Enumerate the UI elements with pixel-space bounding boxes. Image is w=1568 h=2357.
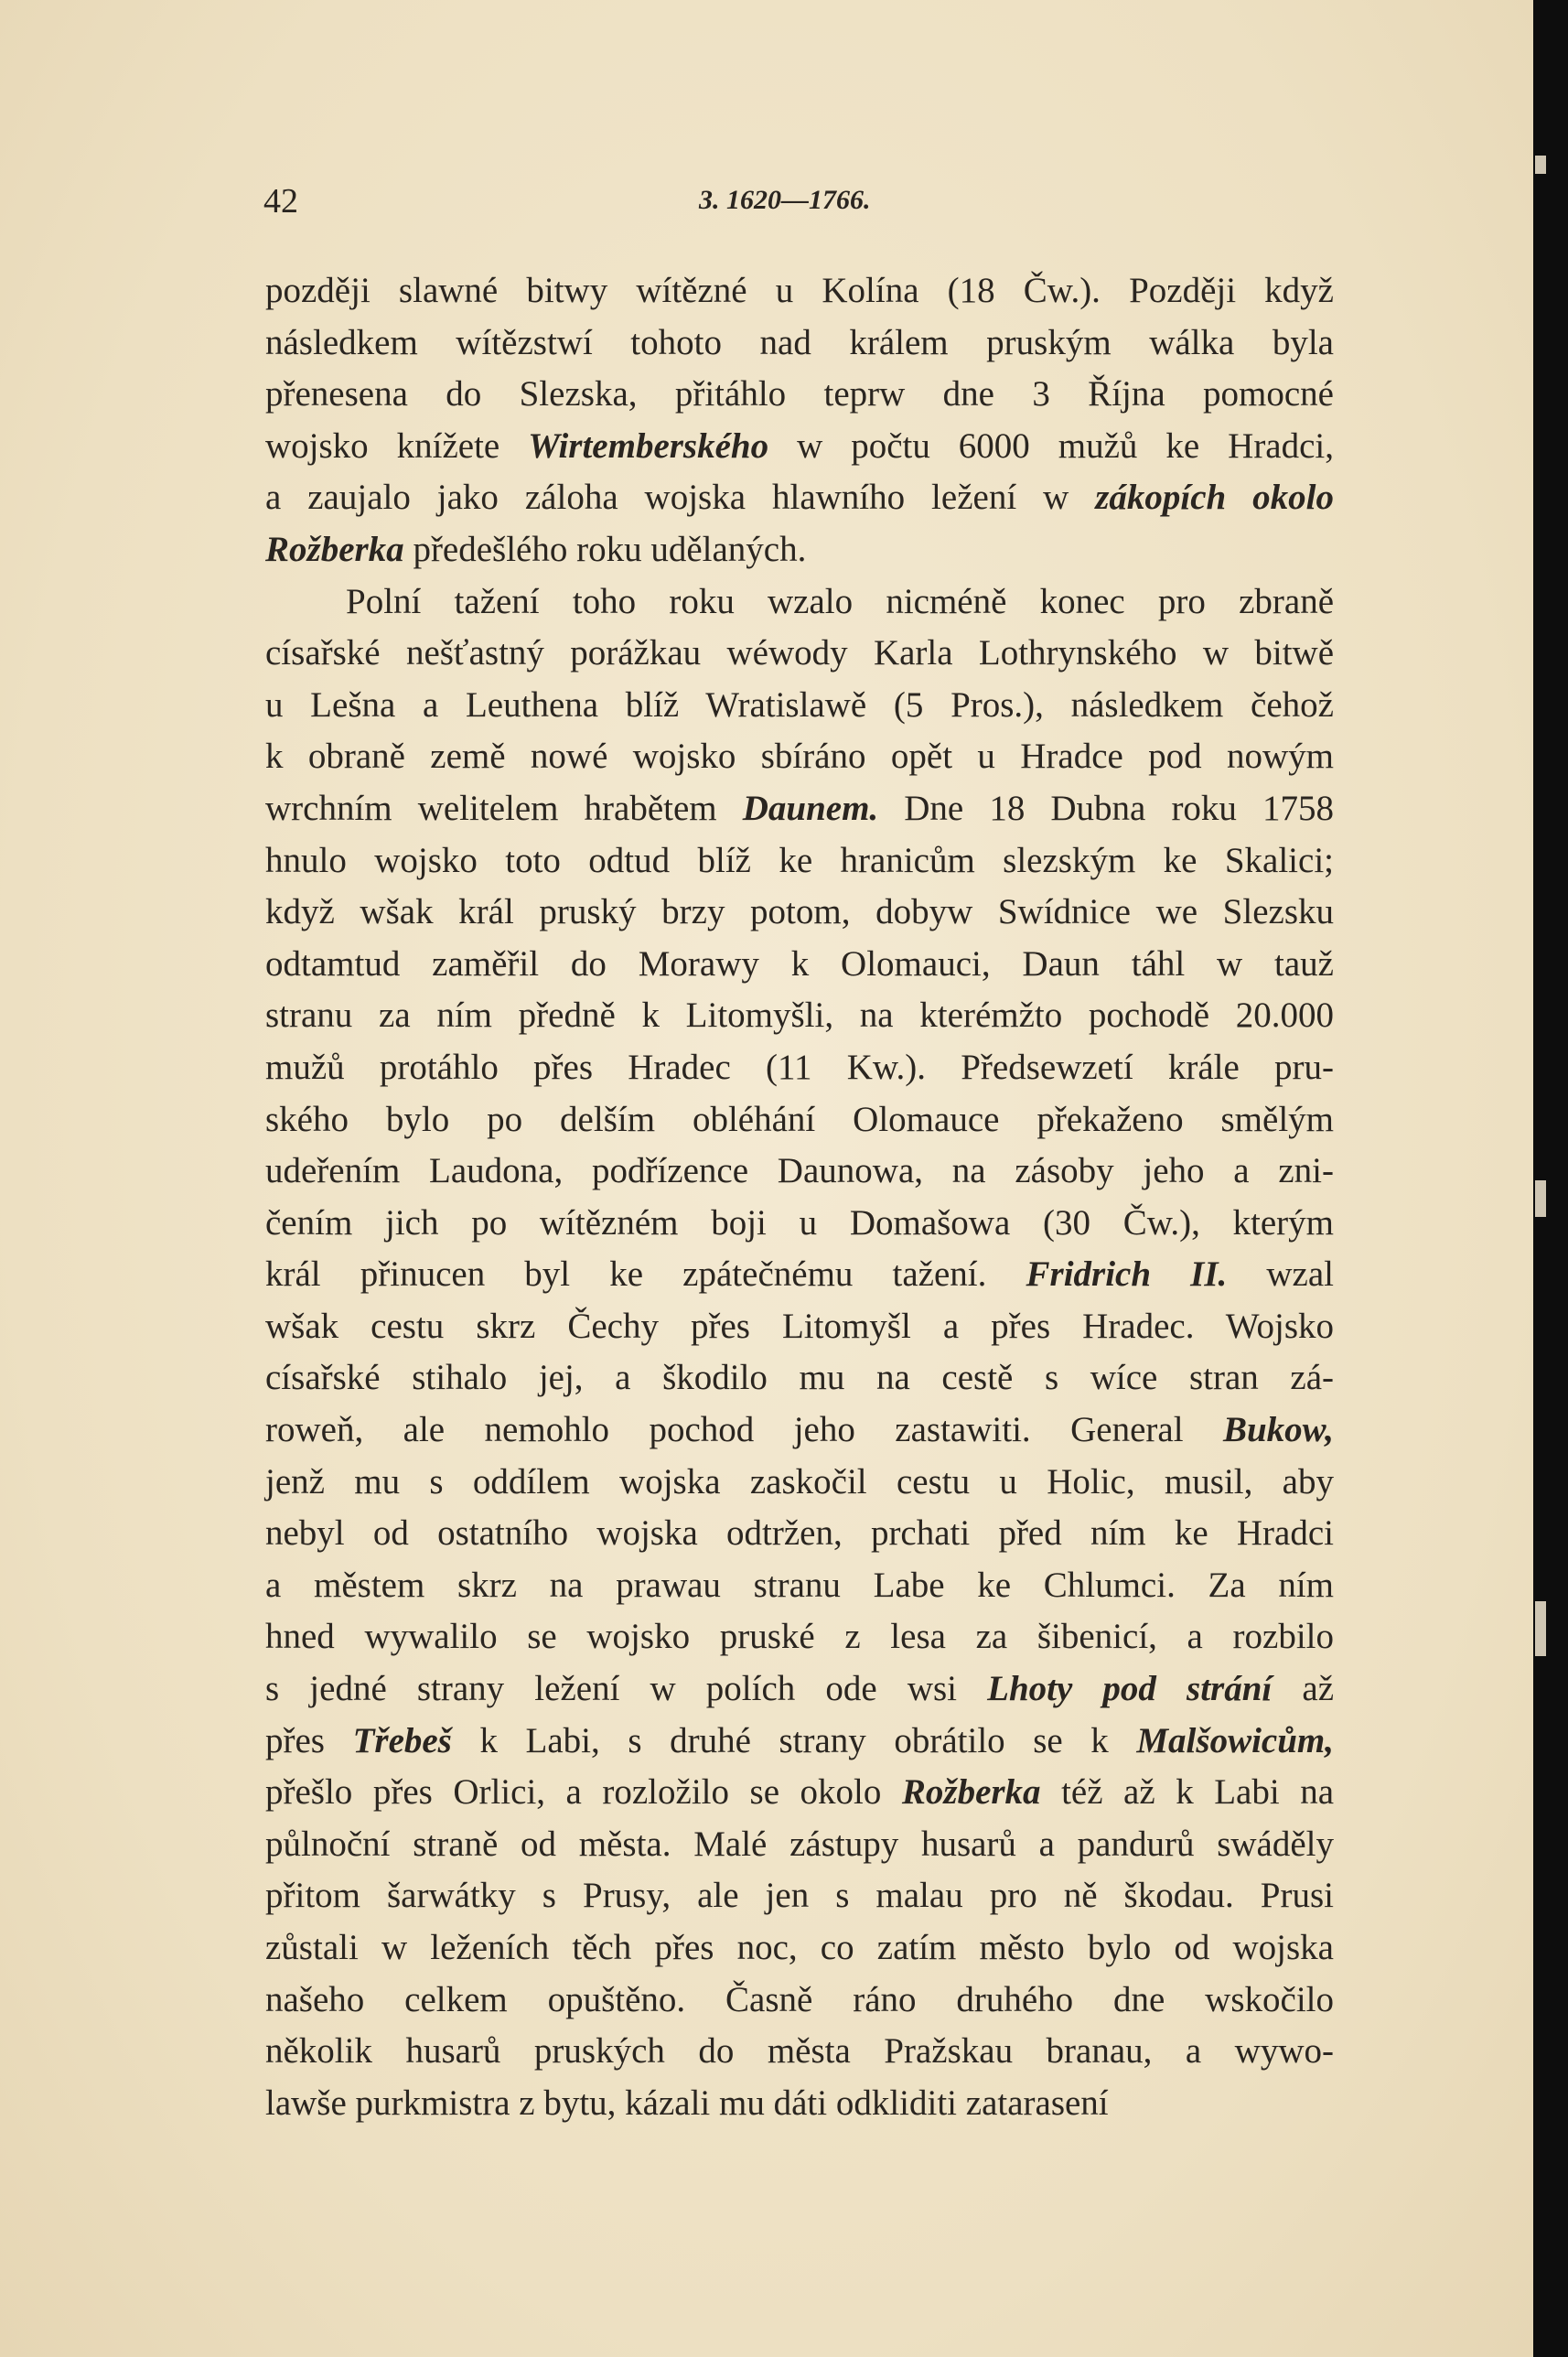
text-run: wzal xyxy=(1227,1254,1335,1295)
text-run: w počtu 6000 mužů ke Hradci, xyxy=(768,425,1335,466)
text-line xyxy=(265,1560,1334,1612)
text-line xyxy=(265,1508,1334,1560)
text-line xyxy=(265,1870,1334,1922)
emphasized-text: Wirtemberského xyxy=(528,425,769,466)
text-line xyxy=(265,1922,1334,1975)
text-line xyxy=(265,1716,1334,1768)
text-line xyxy=(265,1405,1334,1457)
edge-mark xyxy=(1535,156,1546,174)
text-run: k Labi, s druhé strany obrátilo se k xyxy=(451,1720,1137,1760)
text-line xyxy=(265,421,1334,473)
emphasized-text: Bukow, xyxy=(1222,1410,1334,1450)
text-line xyxy=(265,524,1334,576)
text-line xyxy=(265,731,1334,783)
text-line xyxy=(265,1249,1334,1301)
text-line xyxy=(265,1352,1334,1405)
emphasized-text: Fridrich II. xyxy=(1026,1254,1228,1295)
text-line xyxy=(265,835,1334,888)
text-run: následkem wítězstwí tohoto nad králem pruským wálka byla xyxy=(265,322,1334,362)
text-line xyxy=(265,680,1334,732)
emphasized-text: Třebeš xyxy=(352,1720,452,1760)
text-line xyxy=(265,1457,1334,1509)
text-run: též až k Labi na xyxy=(1040,1772,1335,1813)
text-line xyxy=(265,369,1334,421)
text-line xyxy=(265,317,1334,370)
emphasized-text: Daunem. xyxy=(742,788,879,828)
text-run: až xyxy=(1272,1669,1335,1709)
emphasized-text: Rožberka xyxy=(901,1772,1041,1813)
page-header xyxy=(263,181,1332,232)
text-line xyxy=(265,1819,1334,1871)
text-run: s jedné strany ležení w polích ode wsi xyxy=(265,1669,988,1709)
text-line xyxy=(265,887,1334,939)
text-run: Polní tažení toho roku wzalo nicméně konec pro zbraně xyxy=(346,581,1334,621)
text-run: půlnoční straně od města. Malé zástupy husarů a pandurů swáděly xyxy=(265,1824,1334,1864)
emphasized-text: Lhoty pod strání xyxy=(987,1669,1273,1709)
text-line xyxy=(265,1094,1334,1146)
text-run: když wšak král pruský brzy potom, dobyw Swídnice we Slezsku xyxy=(265,892,1334,932)
text-run: císařské nešťastný porážkau wéwody Karla Lothrynského w bitwě xyxy=(265,633,1334,673)
text-line xyxy=(265,990,1334,1042)
text-line xyxy=(265,1767,1334,1819)
text-run: přitom šarwátky s Prusy, ale jen s malau pro ně škodau. Prusi xyxy=(265,1876,1334,1916)
running-head: 3. 1620—1766. xyxy=(699,185,871,215)
text-run: a zaujalo jako záloha wojska hlawního ležení w xyxy=(265,478,1096,518)
text-line xyxy=(265,628,1334,680)
text-line xyxy=(265,1042,1334,1094)
text-line xyxy=(265,783,1334,835)
text-line xyxy=(265,1663,1334,1716)
text-run: ského bylo po delším obléhání Olomauce překaženo smělým xyxy=(265,1099,1334,1139)
text-run: k obraně země nowé wojsko sbíráno opět u Hradce pod nowým xyxy=(265,737,1334,777)
text-run: předešlého roku udělaných. xyxy=(403,529,807,569)
emphasized-text: zákopích okolo xyxy=(1095,478,1334,518)
text-run: mužů protáhlo přes Hradec (11 Kw.). Předsewzetí krále pru- xyxy=(265,1047,1334,1087)
text-run: později slawné bitwy wítězné u Kolína (18 Čw.). Později když xyxy=(265,271,1334,310)
edge-mark xyxy=(1535,1180,1546,1217)
scan-edge xyxy=(1533,0,1568,2357)
text-run: wrchním welitelem hrabětem xyxy=(265,788,743,828)
text-line xyxy=(265,1975,1334,2027)
text-run: wojsko knížete xyxy=(265,425,529,466)
text-line xyxy=(265,472,1334,524)
text-run: čením jich po wítězném boji u Domašowa (30 Čw.), kterým xyxy=(265,1202,1334,1243)
body-text xyxy=(265,265,1334,2129)
text-run: odtamtud zaměřil do Morawy k Olomauci, Daun táhl w tauž xyxy=(265,943,1334,984)
edge-mark xyxy=(1535,1601,1546,1656)
text-run: u Lešna a Leuthena blíž Wratislawě (5 Pros.), následkem čehož xyxy=(265,684,1334,725)
text-run: král přinucen byl ke zpátečnému tažení. xyxy=(265,1254,1026,1295)
text-run: nebyl od ostatního wojska odtržen, prchati před ním ke Hradci xyxy=(265,1513,1334,1554)
text-line xyxy=(265,576,1334,629)
text-run: hned wywalilo se wojsko pruské z lesa za šibenicí, a rozbilo xyxy=(265,1617,1334,1657)
text-run: Dne 18 Dubna roku 1758 xyxy=(878,788,1335,828)
text-run: několik husarů pruských do města Pražskau branau, a wywo- xyxy=(265,2031,1334,2072)
text-line xyxy=(265,2078,1334,2130)
text-line xyxy=(265,2026,1334,2078)
text-line xyxy=(265,939,1334,991)
text-run: císařské stihalo jej, a škodilo mu na cestě s wíce stran zá- xyxy=(265,1358,1334,1398)
text-run: roweň, ale nemohlo pochod jeho zastawiti. General xyxy=(265,1410,1223,1450)
text-run: jenž mu s oddílem wojska zaskočil cestu u Holic, musil, aby xyxy=(265,1461,1334,1501)
text-run: stranu za ním předně k Litomyšli, na kterémžto pochodě 20.000 xyxy=(265,996,1334,1036)
text-run: lawše purkmistra z bytu, kázali mu dáti odkliditi zatarasení xyxy=(265,2083,1109,2123)
text-line xyxy=(265,1611,1334,1663)
page-number: 42 xyxy=(263,182,298,221)
text-run: přes xyxy=(265,1720,353,1760)
text-line xyxy=(265,265,1334,317)
emphasized-text: Malšowicům, xyxy=(1136,1720,1334,1760)
text-line xyxy=(265,1198,1334,1250)
text-run: zůstali w leženích těch přes noc, co zatím město bylo od wojska xyxy=(265,1928,1334,1967)
text-line xyxy=(265,1146,1334,1198)
text-line xyxy=(265,1301,1334,1353)
text-run: wšak cestu skrz Čechy přes Litomyšl a přes Hradec. Wojsko xyxy=(265,1306,1334,1346)
emphasized-text: Rožberka xyxy=(265,529,404,569)
text-run: a městem skrz na prawau stranu Labe ke Chlumci. Za ním xyxy=(265,1565,1334,1605)
text-run: hnulo wojsko toto odtud blíž ke hranicům slezským ke Skalici; xyxy=(265,840,1334,880)
text-run: přešlo přes Orlici, a rozložilo se okolo xyxy=(265,1772,902,1813)
text-run: udeřením Laudona, podřízence Daunowa, na zásoby jeho a zni- xyxy=(265,1151,1334,1191)
text-run: našeho celkem opuštěno. Časně ráno druhého dne wskočilo xyxy=(265,1979,1334,2019)
text-run: přenesena do Slezska, přitáhlo teprw dne 3 Října pomocné xyxy=(265,374,1334,414)
